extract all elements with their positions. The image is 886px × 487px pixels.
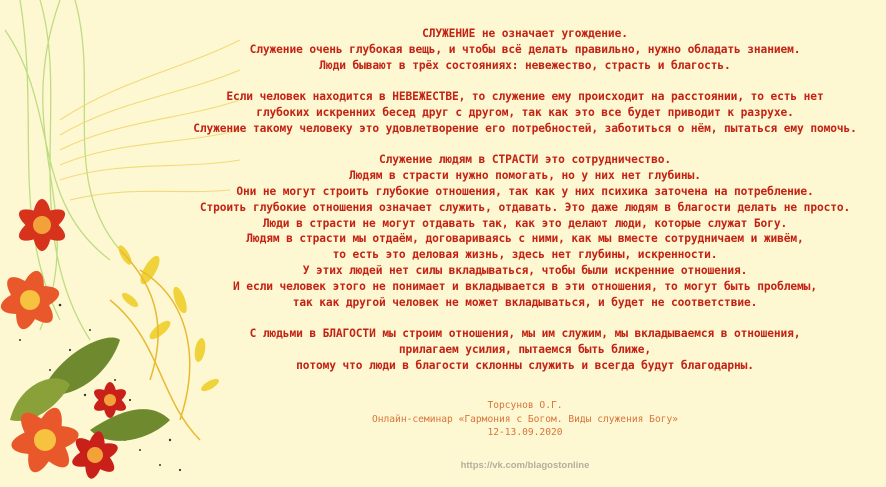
text-line: Люди бывают в трёх состояниях: невежество, страсть и благость.	[319, 58, 731, 72]
text-line: У этих людей нет силы вкладываться, чтобы были искренние отношения.	[302, 263, 748, 277]
text-line: СЛУЖЕНИЕ не означает угождение.	[422, 27, 628, 40]
text-line: глубоких искренних бесед друг с другом, так как это все будет приводит к разрухе.	[256, 105, 794, 119]
main-text	[170, 26, 880, 389]
text-line: Люди в страсти не могут отдавать так, как это делают люди, которые служат Богу.	[262, 216, 788, 230]
text-line: Если человек находится в НЕВЕЖЕСТВЕ, то служение ему происходит на расстоянии, то есть нет	[226, 90, 824, 104]
text-line: потому что люди в благости склонны служить и всегда будут благодарны.	[296, 358, 754, 372]
text-line: Они не могут строить глубокие отношения, так как у них психика заточена на потребление.	[236, 184, 814, 198]
signature	[170, 399, 880, 440]
text-line: Людям в страсти мы отдаём, договариваясь с ними, как мы вместе сотрудничаем и живём,	[246, 232, 804, 246]
paragraph-intro	[170, 26, 880, 73]
text-line: С людьми в БЛАГОСТИ мы строим отношения, мы им служим, мы вкладываемся в отношения,	[249, 327, 801, 341]
event-title: Онлайн-семинар «Гармония с Богом. Виды служения Богу»	[371, 413, 679, 425]
text-line: прилагаем усилия, пытаемся быть ближе,	[398, 342, 652, 356]
text-line: Служение очень глубокая вещь, и чтобы всё делать правильно, нужно обладать знанием.	[249, 42, 801, 56]
text-line: Служение такому человеку это удовлетворение его потребностей, заботиться о нём, пытаться ему помочь.	[193, 121, 857, 135]
text-line: Людям в страсти нужно помогать, но у них нет глубины.	[349, 169, 701, 183]
text-line: И если человек этого не понимает и вкладывается в эти отношения, то могут быть проблемы,	[233, 279, 817, 293]
paragraph-passion	[170, 152, 880, 310]
paragraph-goodness	[170, 326, 880, 373]
source-url: https://vk.com/blagostonline	[460, 460, 590, 471]
text-line: то есть это деловая жизнь, здесь нет глубины, искренности.	[332, 248, 718, 262]
text-line: Служение людям в СТРАСТИ это сотрудничество.	[379, 153, 671, 167]
author: Торсунов О.Г.	[487, 400, 563, 411]
event-dates: 12-13.09.2020	[487, 427, 563, 439]
text-line: так как другой человек не может вкладываться, и будет не соответствие.	[292, 295, 758, 309]
text-line: Строить глубокие отношения означает служить, отдавать. Это даже людям в благости делать не просто.	[199, 200, 851, 214]
paragraph-ignorance	[170, 89, 880, 136]
